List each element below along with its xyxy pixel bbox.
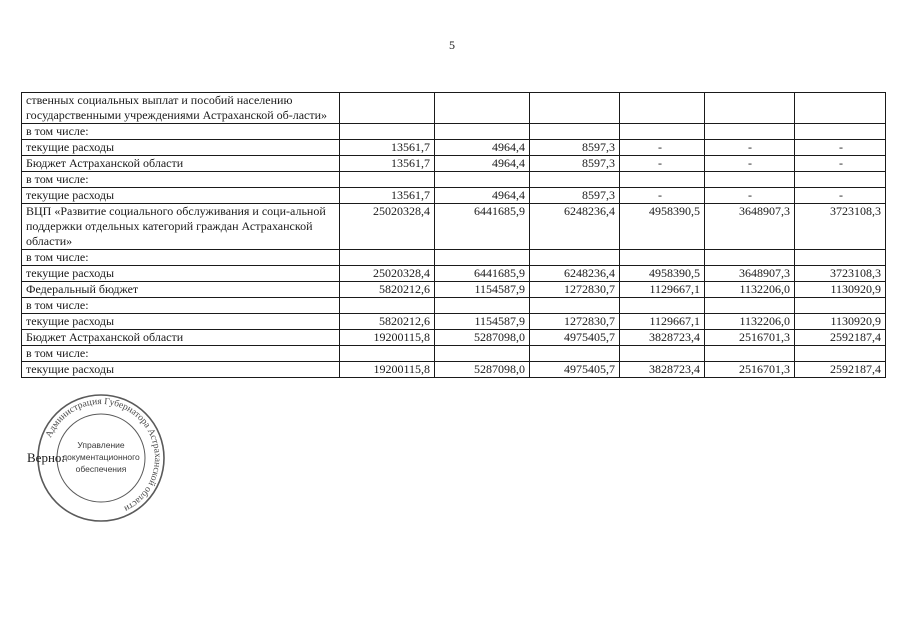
row-value xyxy=(340,250,435,266)
row-value xyxy=(435,298,530,314)
row-value: 1154587,9 xyxy=(435,282,530,298)
row-value: 1272830,7 xyxy=(530,282,620,298)
page-number: 5 xyxy=(449,38,455,52)
row-value xyxy=(435,93,530,124)
row-label: в том числе: xyxy=(22,250,340,266)
row-value: 6248236,4 xyxy=(530,266,620,282)
table-row xyxy=(22,204,886,250)
row-value: 13561,7 xyxy=(340,140,435,156)
row-value: - xyxy=(795,140,886,156)
row-value: - xyxy=(795,188,886,204)
table-row xyxy=(22,362,886,378)
row-value xyxy=(340,172,435,188)
table-row xyxy=(22,156,886,172)
table-row xyxy=(22,93,886,124)
verno-label: Верно: xyxy=(27,450,66,465)
row-value: 1130920,9 xyxy=(795,282,886,298)
row-value: 5820212,6 xyxy=(340,282,435,298)
row-value: 8597,3 xyxy=(530,156,620,172)
row-value: 4975405,7 xyxy=(530,330,620,346)
row-label: в том числе: xyxy=(22,172,340,188)
row-value: 4958390,5 xyxy=(620,266,705,282)
stamp-center-line-1: Управление xyxy=(77,440,125,450)
row-label: Федеральный бюджет xyxy=(22,282,340,298)
row-label: ВЦП «Развитие социального обслуживания и соци-альной поддержки отдельных категорий граждан Астраханской области» xyxy=(22,204,340,250)
table-row xyxy=(22,188,886,204)
stamp-center-line-2: документационного xyxy=(62,452,140,462)
row-label: текущие расходы xyxy=(22,362,340,378)
row-value: 1272830,7 xyxy=(530,314,620,330)
row-value xyxy=(795,250,886,266)
table-row xyxy=(22,266,886,282)
row-value: 13561,7 xyxy=(340,188,435,204)
row-value xyxy=(530,250,620,266)
row-value: - xyxy=(620,156,705,172)
row-value xyxy=(530,172,620,188)
row-label: ственных социальных выплат и пособий населению государственными учреждениями Астраханской об-ласти» xyxy=(22,93,340,124)
table-row xyxy=(22,250,886,266)
row-value: 1129667,1 xyxy=(620,314,705,330)
row-value xyxy=(340,298,435,314)
row-value: 4975405,7 xyxy=(530,362,620,378)
row-value xyxy=(620,172,705,188)
row-value xyxy=(795,346,886,362)
row-value xyxy=(705,298,795,314)
row-value xyxy=(435,172,530,188)
row-value: 25020328,4 xyxy=(340,204,435,250)
row-value: - xyxy=(705,156,795,172)
table-row xyxy=(22,346,886,362)
budget-table xyxy=(21,92,886,378)
row-label: в том числе: xyxy=(22,346,340,362)
row-value xyxy=(620,93,705,124)
table-row xyxy=(22,282,886,298)
table-row xyxy=(22,314,886,330)
row-value xyxy=(795,93,886,124)
row-label: в том числе: xyxy=(22,298,340,314)
row-value: - xyxy=(705,140,795,156)
row-label: Бюджет Астраханской области xyxy=(22,156,340,172)
row-value xyxy=(530,124,620,140)
row-value xyxy=(705,124,795,140)
row-value: 4964,4 xyxy=(435,188,530,204)
row-value xyxy=(705,172,795,188)
row-value: 5287098,0 xyxy=(435,330,530,346)
row-value: 2592187,4 xyxy=(795,330,886,346)
stamp-center-line-3: обеспечения xyxy=(75,464,127,474)
row-value: 1132206,0 xyxy=(705,282,795,298)
row-value xyxy=(620,250,705,266)
row-value: - xyxy=(620,140,705,156)
row-value xyxy=(530,93,620,124)
row-value: 25020328,4 xyxy=(340,266,435,282)
row-value: 1132206,0 xyxy=(705,314,795,330)
row-value: 8597,3 xyxy=(530,140,620,156)
row-value: 2516701,3 xyxy=(705,362,795,378)
row-value xyxy=(795,298,886,314)
row-value: 6441685,9 xyxy=(435,266,530,282)
row-value xyxy=(435,250,530,266)
row-value: 3648907,3 xyxy=(705,204,795,250)
row-value xyxy=(620,124,705,140)
row-value: 1130920,9 xyxy=(795,314,886,330)
row-label: текущие расходы xyxy=(22,266,340,282)
row-value xyxy=(620,298,705,314)
row-value: 3648907,3 xyxy=(705,266,795,282)
row-value xyxy=(340,93,435,124)
row-value: 3828723,4 xyxy=(620,330,705,346)
row-value xyxy=(340,124,435,140)
row-value xyxy=(530,346,620,362)
row-label: текущие расходы xyxy=(22,188,340,204)
row-value: 5820212,6 xyxy=(340,314,435,330)
row-value: - xyxy=(620,188,705,204)
row-value: 1129667,1 xyxy=(620,282,705,298)
row-value: 13561,7 xyxy=(340,156,435,172)
row-value: 3723108,3 xyxy=(795,266,886,282)
table-row xyxy=(22,330,886,346)
row-value xyxy=(795,172,886,188)
row-value: 19200115,8 xyxy=(340,330,435,346)
row-value: 2592187,4 xyxy=(795,362,886,378)
row-value: 4964,4 xyxy=(435,156,530,172)
row-value xyxy=(435,346,530,362)
row-value xyxy=(530,298,620,314)
row-value: 8597,3 xyxy=(530,188,620,204)
row-value: 19200115,8 xyxy=(340,362,435,378)
row-value xyxy=(620,346,705,362)
table-row xyxy=(22,172,886,188)
table-row xyxy=(22,140,886,156)
stamp-ring-text: Администрация Губернатора Астраханской области xyxy=(44,396,163,514)
row-value: 2516701,3 xyxy=(705,330,795,346)
row-label: Бюджет Астраханской области xyxy=(22,330,340,346)
row-value: 4958390,5 xyxy=(620,204,705,250)
row-value xyxy=(705,250,795,266)
table-row xyxy=(22,124,886,140)
row-value xyxy=(435,124,530,140)
row-value: 5287098,0 xyxy=(435,362,530,378)
row-value: 3828723,4 xyxy=(620,362,705,378)
row-label: в том числе: xyxy=(22,124,340,140)
row-value: - xyxy=(795,156,886,172)
row-value: 6248236,4 xyxy=(530,204,620,250)
row-label: текущие расходы xyxy=(22,314,340,330)
row-value: 3723108,3 xyxy=(795,204,886,250)
row-value: 4964,4 xyxy=(435,140,530,156)
row-value xyxy=(705,346,795,362)
row-value xyxy=(705,93,795,124)
row-value: 6441685,9 xyxy=(435,204,530,250)
row-value: 1154587,9 xyxy=(435,314,530,330)
row-value xyxy=(795,124,886,140)
row-value xyxy=(340,346,435,362)
row-value: - xyxy=(705,188,795,204)
row-label: текущие расходы xyxy=(22,140,340,156)
table-row xyxy=(22,298,886,314)
